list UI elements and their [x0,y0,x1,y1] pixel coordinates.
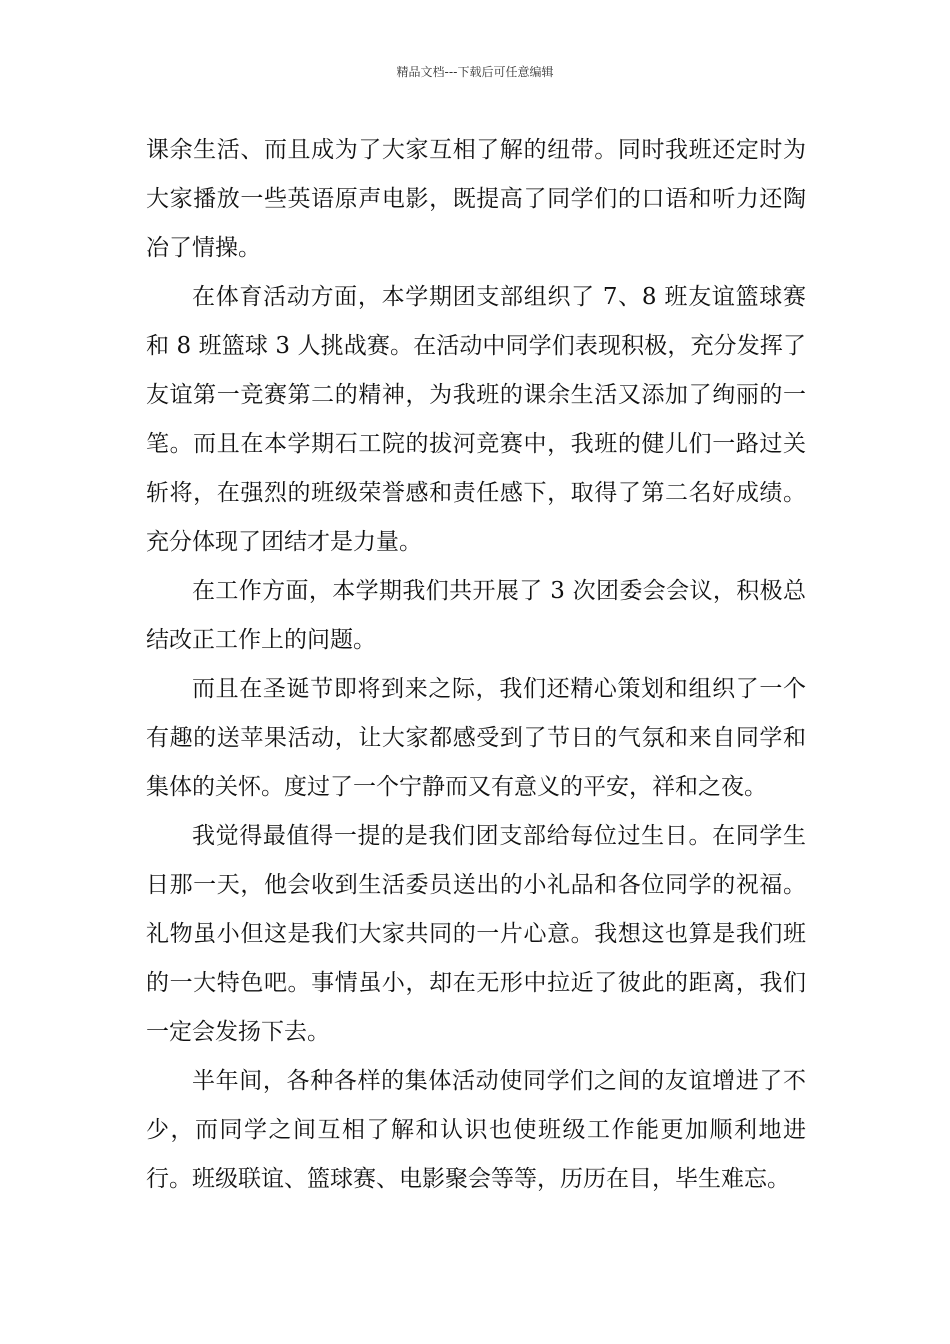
page-header: 精品文档---下载后可任意编辑 [396,65,554,79]
paragraph-4: 而且在圣诞节即将到来之际，我们还精心策划和组织了一个有趣的送苹果活动，让大家都感受到了节日的气氛和来自同学和集体的关怀。度过了一个宁静而又有意义的平安，祥和之夜。 [146,676,806,800]
paragraph-2: 在体育活动方面，本学期团支部组织了 7、8 班友谊篮球赛和 8 班篮球 3 人挑战赛。在活动中同学们表现积极，充分发挥了友谊第一竞赛第二的精神，为我班的课余生活又添加了绚丽的一笔。而且在本学期石工院的拔河竞赛中，我班的健儿们一路过关斩将，在强烈的班级荣誉感和责任感下，取得了第二名好成绩。充分体现了团结才是力量。 [146,284,806,555]
paragraph-1: 课余生活、而且成为了大家互相了解的纽带。同时我班还定时为大家播放一些英语原声电影，既提高了同学们的口语和听力还陶冶了情操。 [146,137,806,261]
paragraph-5: 我觉得最值得一提的是我们团支部给每位过生日。在同学生日那一天，他会收到生活委员送出的小礼品和各位同学的祝福。礼物虽小但这是我们大家共同的一片心意。我想这也算是我们班的一大特色吧。事情虽小，却在无形中拉近了彼此的距离，我们一定会发扬下去。 [146,823,806,1045]
paragraph-3: 在工作方面，本学期我们共开展了 3 次团委会会议，积极总结改正工作上的问题。 [146,578,806,653]
document-body [146,126,806,1204]
paragraph-6: 半年间，各种各样的集体活动使同学们之间的友谊增进了不少，而同学之间互相了解和认识也使班级工作能更加顺利地进行。班级联谊、篮球赛、电影聚会等等，历历在目，毕生难忘。 [146,1068,806,1192]
